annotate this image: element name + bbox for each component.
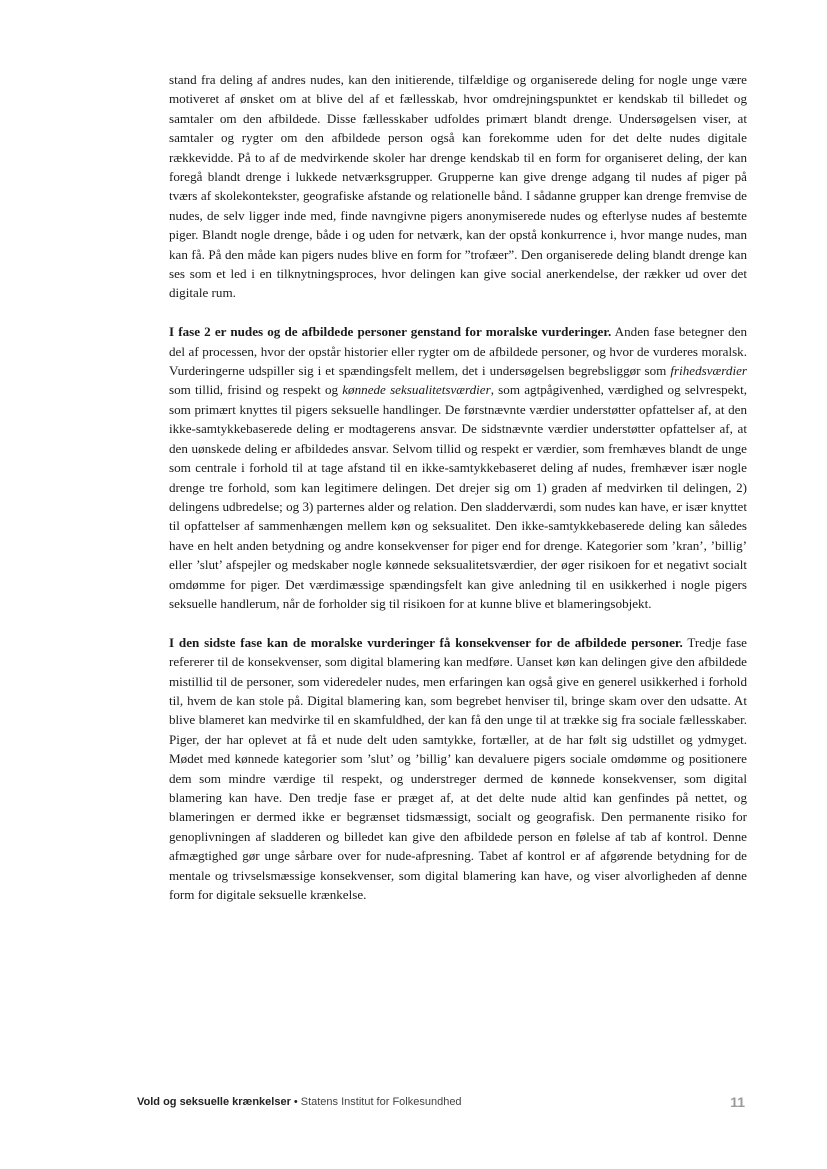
paragraph-2-heading: I fase 2 er nudes og de afbildede personer genstand for moralske vurderinger. bbox=[169, 324, 612, 340]
page-number: 11 bbox=[730, 1094, 745, 1110]
paragraph-1 bbox=[169, 70, 747, 303]
paragraph-3-heading: I den sidste fase kan de moralske vurderinger få konsekvenser for de afbildede personer. bbox=[169, 634, 683, 650]
paragraph-2-emphasis-1: frihedsværdier bbox=[670, 363, 747, 379]
page-footer bbox=[137, 1094, 745, 1110]
document-body bbox=[169, 70, 747, 924]
paragraph-2-text-b: som tillid, frisind og respekt og bbox=[169, 382, 343, 398]
footer-separator: • bbox=[293, 1096, 298, 1108]
paragraph-2 bbox=[169, 322, 747, 613]
paragraph-3-text: Tredje fase refererer til de konsekvenser, som digital blamering kan medføre. Uanset køn kan delingen give den afbildede mistillid til de personer, som videredeler nudes, men erfaringen kan også give en generel usikkerhed i forhold til, hvem de kan stole på. Digital blamering kan, som begrebet henviser til, bringe skam over den udsatte. At blive blameret kan medvirke til en skamfuldhed, der kan få den unge til at trække sig fra sociale fællesskaber. Piger, der har oplevet at få et nude delt uden samtykke, fortæller, at de har følt sig udstillet og ydmyget. Mødet med kønnede kategorier som ’slut’ og ’billig’ kan devaluere pigers sociale omdømme og positionere dem som mindre værdige til respekt, og understreger dermed de kønnede konsekvenser, som digital blamering kan have. Den tredje fase er præget af, at det delte nude altid kan genfindes på nettet, og blameringen er dermed ikke er begrænset tidsmæssigt, socialt og geografisk. Den permanente risiko for genoplivningen af sladderen og billedet kan give den afbildede person en følelse af tab af kontrol. Denne afmægtighed gør unge sårbare over for nude-afpresning. Tabet af kontrol er af afgørende betydning for de mentale og trivselsmæssige konsekvenser, som digital blamering kan have, og viser alvorligheden af denne form for digitale seksuelle krænkelse. bbox=[169, 634, 747, 903]
paragraph-2-text-a: Anden fase betegner den del af processen, hvor der opstår historier eller rygter om de afbildede personer, og hvor de vurderes moralsk. Vurderingerne udspiller sig i et spændingsfelt mellem, det i undersøgelsen begrebsliggør som bbox=[169, 324, 747, 379]
paragraph-2-text-c: , som agtpågivenhed, værdighed og selvrespekt, som primært knyttes til pigers seksuelle handlinger. De førstnævnte værdier understøtter opfattelser af, at den ikke-samtykkebaserede deling er modtagerens ansvar. De sidstnævnte værdier understøtter opfattelser af, at den uønskede deling er afbildedes ansvar. Selvom tillid og respekt er værdier, som fremhæves blandt de unge som centrale i forhold til at tage afstand til en ikke-samtykkebaseret deling af nudes, fremhæver især nogle drenge tre forhold, som kan legitimere delingen. Det drejer sig om 1) graden af medvirken til delingen, 2) delingens udbredelse; og 3) parternes alder og relation. Den sladderværdi, som nudes kan have, er især knyttet til opfattelser af sammenhængen mellem køn og seksualitet. Den ikke-samtykkebaserede deling kan således have en helt anden betydning og andre konsekvenser for piger end for drenge. Kategorier som ’kran’, ’billig’ eller ’slut’ afspejler og medskaber nogle kønnede seksualitetsværdier, der øger risikoen for et negativt socialt omdømme for piger. Det værdimæssige spændingsfelt kan give anledning til en usikkerhed i nogle pigers seksuelle handlerum, når de forholder sig til risikoen for at kunne blive et blameringsobjekt. bbox=[169, 382, 747, 611]
paragraph-3 bbox=[169, 633, 747, 905]
footer-institution: Statens Institut for Folkesundhed bbox=[300, 1096, 462, 1108]
footer-title: Vold og seksuelle krænkelser bbox=[137, 1096, 291, 1108]
paragraph-1-text: stand fra deling af andres nudes, kan den initierende, tilfældige og organiserede deling for nogle unge være motiveret af ønsket om at blive del af et fællesskab, hvor omdrejningspunktet er kendskab til billedet og samtaler om den afbildede. Disse fællesskaber udfoldes primært blandt drenge. Undersøgelsen viser, at samtaler og rygter om den afbildede person også kan forekomme uden for det delte nudes digitale rækkevidde. På to af de medvirkende skoler har drenge kendskab til en form for organiseret deling, der kan foregå blandt drenge i lukkede netværksgrupper. Grupperne kan give drenge adgang til nudes af piger på tværs af skolekontekster, geografiske afstande og relationelle bånd. I sådanne grupper kan drenge fremvise de nudes, de selv ligger inde med, finde navngivne pigers anonymiserede nudes og efterlyse nudes af bestemte piger. Blandt nogle drenge, både i og uden for netværk, kan der opstå konkurrence i, hvor mange nudes, man kan få. På den måde kan pigers nudes blive en form for ”trofæer”. Den organiserede deling blandt drenge kan ses som et led i en tilknytningsproces, hvor delingen kan give social anerkendelse, der rækker ud over det digitale rum. bbox=[169, 72, 747, 301]
paragraph-2-emphasis-2: kønnede seksualitetsværdier bbox=[342, 382, 491, 398]
footer-left bbox=[137, 1096, 462, 1108]
